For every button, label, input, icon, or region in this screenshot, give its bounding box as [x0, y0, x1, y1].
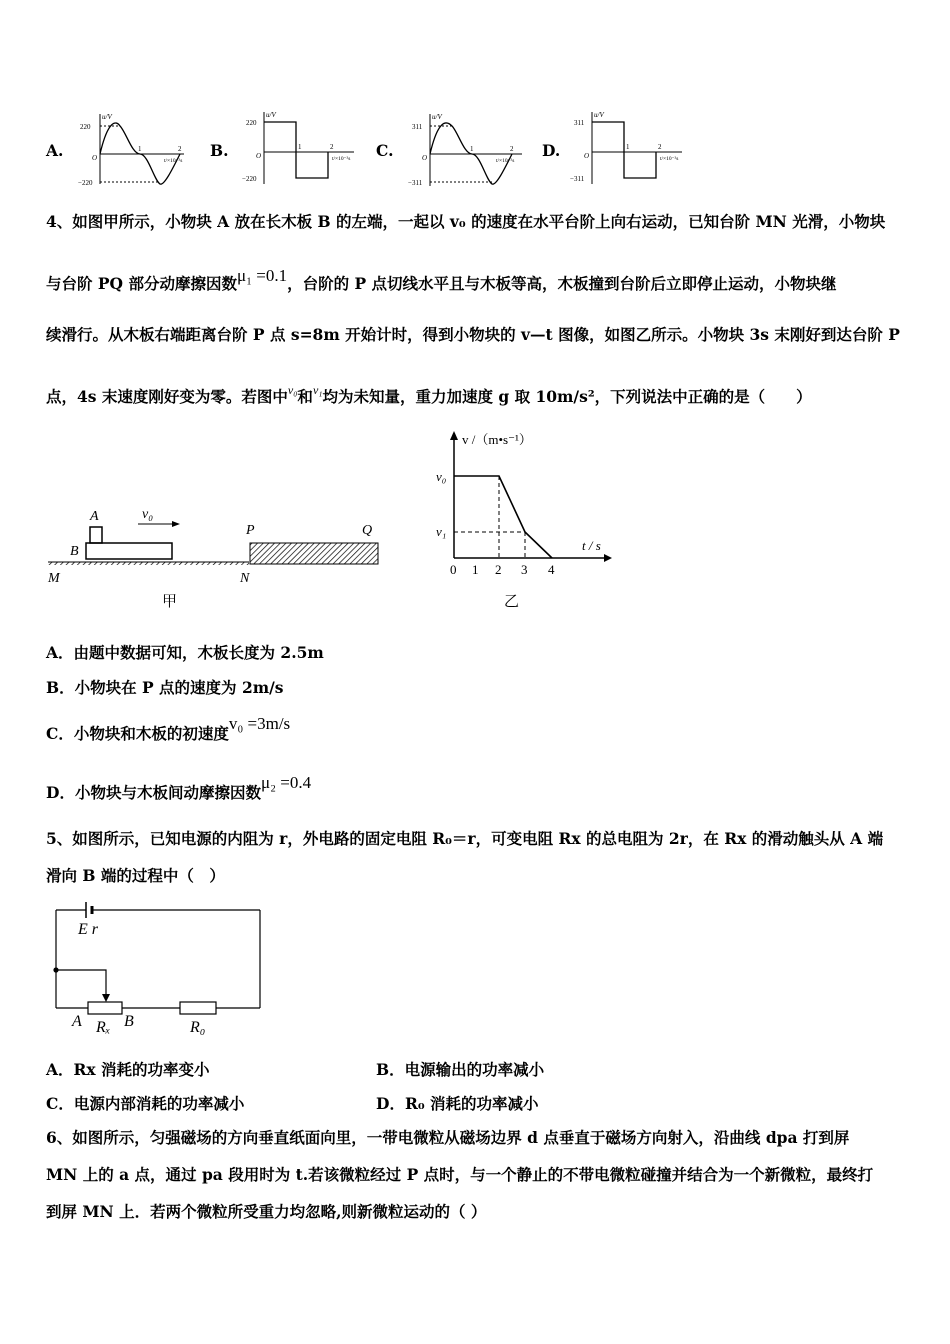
- q3-option-b-letter: B.: [210, 141, 229, 160]
- q4-option-c-text: C．小物块和木板的初速度: [46, 724, 229, 743]
- ymax-label: 220: [246, 119, 257, 127]
- q3-option-c-graph: [408, 110, 528, 190]
- q5-line-1: 5、如图所示，已知电源的内阻为 r，外电路的固定电阻 R₀＝r，可变电阻 Rx 的总电阻为 2r，在 Rx 的滑动触头从 A 端: [46, 829, 884, 848]
- ymin-label: −220: [242, 175, 257, 183]
- label-b: B: [124, 1013, 134, 1030]
- q5-option-c: C．电源内部消耗的功率减小: [46, 1094, 245, 1113]
- label-r0: R₀: [190, 1019, 206, 1036]
- tick-1: 1: [470, 145, 474, 153]
- q4-line-4a: 点，4s 末速度刚好变为零。若图中: [46, 387, 288, 406]
- q4-option-a: A．由题中数据可知，木板长度为 2.5m: [46, 643, 324, 662]
- ymin-label: −311: [408, 179, 423, 187]
- ground-mn-hatch: [48, 562, 249, 565]
- origin-label: O: [584, 152, 590, 160]
- slider-arrow: [102, 994, 110, 1002]
- q4-option-c: [46, 714, 908, 744]
- xtick-1: 1: [472, 562, 479, 577]
- q6-line-1: 6、如图所示，匀强磁场的方向垂直纸面向里，一带电微粒从磁场边界 d 点垂直于磁场方向射入，沿曲线 dpa 打到屏: [46, 1128, 850, 1147]
- xlabel: t/×10⁻²s: [496, 158, 515, 164]
- q5-circuit: [44, 896, 274, 1040]
- step-pq: [250, 543, 378, 564]
- vt-curve: [454, 476, 552, 558]
- origin-label: O: [92, 154, 98, 162]
- board-b: [86, 543, 172, 559]
- xlabel: t/×10⁻²s: [660, 156, 679, 162]
- ylabel: u/V: [102, 113, 112, 121]
- square-wave: [592, 122, 656, 178]
- slider-wire: [56, 970, 106, 996]
- tick-2: 2: [510, 145, 514, 153]
- v0-expression: v₀ =3m/s: [228, 714, 291, 733]
- q4-option-b: B．小物块在 P 点的速度为 2m/s: [46, 678, 284, 697]
- label-a: A: [72, 1013, 82, 1030]
- q4-figure-yi: [432, 428, 612, 578]
- label-n: N: [240, 571, 250, 586]
- q5-option-b: B．电源输出的功率减小: [376, 1060, 545, 1079]
- tick-1: 1: [626, 143, 630, 151]
- q3-option-d-graph: [570, 108, 685, 188]
- q4-line-2a: 与台阶 PQ 部分动摩擦因数: [46, 274, 237, 293]
- tick-2: 2: [330, 143, 334, 151]
- q3-option-b-graph: [242, 108, 357, 188]
- t-axis-arrow: [604, 554, 612, 562]
- q5-line-2: 滑向 B 端的过程中（ ）: [46, 866, 225, 885]
- xlabel: t/×10⁻²s: [164, 158, 183, 164]
- label-v0: v₀: [142, 507, 154, 522]
- q3-option-c-letter: C.: [376, 141, 394, 160]
- ylabel: v /（m•s⁻¹）: [462, 432, 532, 447]
- q4-option-d: [46, 773, 908, 803]
- mu2-expression: μ₂ =0.4: [260, 773, 312, 792]
- ymin-label: −311: [570, 175, 585, 183]
- q4-line-2b: ，台阶的 P 点切线水平且与木板等高，木板撞到台阶后立即停止运动，小物块继: [287, 274, 837, 293]
- tick-2: 2: [658, 143, 662, 151]
- q4-line-4b: 和: [297, 387, 313, 406]
- mu1-expression: μ₁ =0.1: [236, 266, 288, 285]
- origin-label: O: [422, 154, 428, 162]
- ylabel: u/V: [266, 111, 276, 119]
- xtick-2: 2: [495, 562, 502, 577]
- xtick-3: 3: [521, 562, 528, 577]
- q3-option-a-graph: [78, 110, 188, 190]
- resistor-r0: [180, 1002, 216, 1014]
- xlabel: t / s: [582, 538, 601, 553]
- xtick-4: 4: [548, 562, 555, 577]
- q5-option-d: D．R₀ 消耗的功率减小: [376, 1094, 539, 1113]
- v0-symbol: v₀: [287, 383, 298, 397]
- ytick-v1: v₁: [436, 524, 447, 539]
- q3-option-d-letter: D.: [542, 141, 561, 160]
- q4-line-4: [46, 385, 908, 407]
- label-m: M: [48, 571, 60, 586]
- q6-line-3: 到屏 MN 上．若两个微粒所受重力均忽略,则新微粒运动的（ ）: [46, 1202, 487, 1221]
- q4-figure-jia: [44, 496, 384, 588]
- ymin-label: −220: [78, 179, 93, 187]
- label-rx: Rₓ: [96, 1019, 111, 1036]
- caption-yi: 乙: [504, 592, 520, 610]
- ymax-label: 311: [412, 123, 423, 131]
- velocity-arrowhead: [172, 521, 180, 527]
- label-er: E r: [78, 921, 98, 938]
- tick-1: 1: [138, 145, 142, 153]
- q4-line-2: [46, 266, 908, 294]
- label-a: A: [90, 509, 99, 524]
- q4-option-d-text: D．小物块与木板间动摩擦因数: [46, 783, 261, 802]
- q4-line-4c: 均为未知量，重力加速度 g 取 10m/s²，下列说法中正确的是（ ）: [322, 387, 812, 406]
- block-a: [90, 527, 102, 543]
- ymax-label: 220: [80, 123, 91, 131]
- ylabel: u/V: [594, 111, 604, 119]
- caption-jia: 甲: [162, 592, 178, 610]
- origin-label: O: [256, 152, 262, 160]
- q4-line-3: 续滑行。从木板右端距离台阶 P 点 s=8m 开始计时，得到小物块的 v—t 图像，如图乙所示。小物块 3s 末刚好到达台阶 P: [46, 325, 900, 344]
- tick-1: 1: [298, 143, 302, 151]
- xtick-0: 0: [450, 562, 457, 577]
- v1-symbol: v₁: [312, 383, 323, 397]
- label-p: P: [246, 523, 255, 538]
- q5-option-a: A．Rx 消耗的功率变小: [46, 1060, 210, 1079]
- v-axis-arrow: [450, 431, 458, 440]
- ymax-label: 311: [574, 119, 585, 127]
- tick-2: 2: [178, 145, 182, 153]
- rheostat-rx: [88, 1002, 122, 1014]
- label-q: Q: [362, 523, 373, 538]
- square-wave: [264, 122, 328, 178]
- ytick-v0: v₀: [436, 469, 447, 484]
- ylabel: u/V: [432, 113, 442, 121]
- q6-line-2: MN 上的 a 点，通过 pa 段用时为 t.若该微粒经过 P 点时，与一个静止的不带电微粒碰撞并结合为一个新微粒，最终打: [46, 1165, 874, 1184]
- q3-option-a-letter: A.: [46, 141, 64, 160]
- q4-line-1: 4、如图甲所示，小物块 A 放在长木板 B 的左端，一起以 v₀ 的速度在水平台阶上向右运动，已知台阶 MN 光滑，小物块: [46, 212, 886, 231]
- xlabel: t/×10⁻²s: [332, 156, 351, 162]
- label-b: B: [70, 544, 79, 559]
